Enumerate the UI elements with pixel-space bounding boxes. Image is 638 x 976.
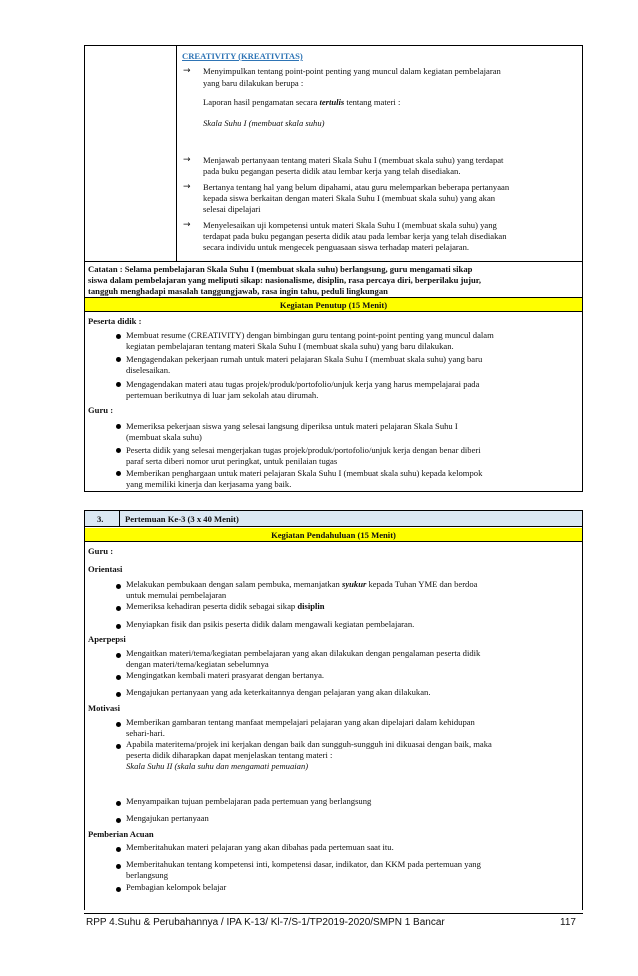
arrow-icon: → [183, 220, 191, 230]
creativity-title: CREATIVITY (KREATIVITAS) [182, 51, 303, 61]
orientasi-label: Orientasi [88, 564, 123, 574]
item-uji-line-1: Menyelesaikan uji kompetensi untuk materi Skala Suhu I (membuat skala suhu) yang [203, 220, 497, 230]
orientasi-item-1-l2: untuk memulai pembelajaran [126, 590, 227, 600]
motivasi-item-2-l1: Apabila materitema/projek ini kerjakan dengan baik dan sungguh-sungguh ini dikuasai dengan baik, maka [126, 739, 492, 749]
item-uji-line-3: secara individu untuk mengecek penguasaan siswa terhadap materi pelajaran. [203, 242, 470, 252]
orientasi-item-1-l1: Melakukan pembukaan dengan salam pembuka, memanjatkan syukur kepada Tuhan YME dan berdoa [126, 579, 478, 589]
bullet-icon [116, 864, 121, 869]
guru-item-1-l1: Memeriksa pekerjaan siswa yang selesai langsung diperiksa untuk materi pelajaran Skala Suhu I [126, 421, 458, 431]
peserta-item-2-l2: diselesaikan. [126, 365, 171, 375]
pertemuan-title: Pertemuan Ke-3 (3 x 40 Menit) [125, 514, 239, 524]
footer-rule [84, 913, 583, 914]
motivasi-item-4: Mengajukan pertanyaan [126, 813, 209, 823]
bullet-icon [116, 624, 121, 629]
orientasi-item-2: Memeriksa kehadiran peserta didik sebagai sikap disiplin [126, 601, 325, 611]
aperpepsi-item-1-l1: Mengaitkan materi/tema/kegiatan pembelajaran yang akan dilakukan dengan pengalaman peserta didik [126, 648, 481, 658]
bullet-icon [116, 334, 121, 339]
aperpepsi-item-3: Mengajukan pertanyaan yang ada keterkaitannya dengan pelajaran yang akan dilakukan. [126, 687, 431, 697]
peserta-item-3-l2: pertemuan berikutnya di luar jam sekolah atau dirumah. [126, 390, 319, 400]
motivasi-item-1-l1: Memberikan gambaran tentang manfaat mempelajari pelajaran yang akan dipelajari dalam kehidupan [126, 717, 475, 727]
catatan-line-3: tangguh menghadapi masalah tanggungjawab, rasa ingin tahu, peduli lingkungan [88, 286, 388, 296]
bullet-icon [116, 692, 121, 697]
materi-skala-suhu: Skala Suhu I (membuat skala suhu) [203, 118, 325, 128]
motivasi-item-2-l3: Skala Suhu II (skala suhu dan mengamati pemuaian) [126, 761, 309, 771]
orientasi-item-3: Menyiapkan fisik dan psikis peserta didik dalam mengawali kegiatan pembelajaran. [126, 619, 415, 629]
bullet-icon [116, 722, 121, 727]
acuan-item-2-l1: Memberitahukan tentang kompetensi inti, kompetensi dasar, indikator, dan KKM pada pertemuan yang [126, 859, 481, 869]
aperpepsi-label: Aperpepsi [88, 634, 126, 644]
acuan-item-3: Pembagian kelompok belajar [126, 882, 227, 892]
motivasi-item-1-l2: sehari-hari. [126, 728, 165, 738]
arrow-icon: → [183, 66, 191, 76]
bullet-icon [116, 448, 121, 453]
catatan-line-2: siswa dalam pembelajaran yang meliputi sikap: nasionalisme, disiplin, rasa percaya diri, berperilaku jujur, [88, 275, 481, 285]
item-1-line-1: Menyimpulkan tentang point-point penting yang muncul dalam kegiatan pembelajaran [203, 66, 501, 76]
acuan-item-2-l2: berlangsung [126, 870, 169, 880]
item-1-line-2: yang baru dilakukan berupa : [203, 78, 304, 88]
guru-label-2: Guru : [88, 546, 114, 556]
penutup-header: Kegiatan Penutup (15 Menit) [85, 298, 582, 312]
motivasi-item-3: Menyampaikan tujuan pembelajaran pada pertemuan yang berlangsung [126, 796, 372, 806]
guru-item-3-l1: Memberikan penghargaan untuk materi pelajaran Skala Suhu I (membuat skala suhu) kepada kelompok [126, 468, 483, 478]
guru-item-2-l1: Peserta didik yang selesai mengerjakan tugas projek/produk/portofolio/unjuk kerja dengan benar diberi [126, 445, 481, 455]
bullet-icon [116, 382, 121, 387]
laporan-line: Laporan hasil pengamatan secara tertulis tentang materi : [203, 97, 401, 107]
item-uji-line-2: terdapat pada buku pegangan peserta didik atau pada lembar kerja yang telah disediakan [203, 231, 507, 241]
item-bertanya-line-3: selesai dipelajari [203, 204, 261, 214]
guru-item-1-l2: (membuat skala suhu) [126, 432, 202, 442]
peserta-item-2-l1: Mengagendakan pekerjaan rumah untuk materi pelajaran Skala Suhu I (membuat skala suhu) yang baru [126, 354, 483, 364]
bullet-icon [116, 847, 121, 852]
item-bertanya-line-2: kepada siswa berkaitan dengan materi Skala Suhu I (membuat skala suhu) yang akan [203, 193, 496, 203]
page-number: 117 [560, 917, 576, 928]
item-menjawab-line-2: pada buku pegangan peserta didik atau lembar kerja yang telah disediakan. [203, 166, 461, 176]
aperpepsi-item-2: Mengingatkan kembali materi prasyarat dengan bertanya. [126, 670, 325, 680]
arrow-icon: → [183, 182, 191, 192]
motivasi-label: Motivasi [88, 703, 120, 713]
bullet-icon [116, 653, 121, 658]
arrow-icon: → [183, 155, 191, 165]
bullet-icon [116, 424, 121, 429]
peserta-label: Peserta didik : [88, 316, 142, 326]
pendahuluan-header: Kegiatan Pendahuluan (15 Menit) [85, 528, 582, 542]
bullet-icon [116, 801, 121, 806]
guru-label: Guru : [88, 405, 114, 415]
peserta-item-1-l2: kegiatan pembelajaran tentang materi Skala Suhu I (membuat skala suhu) yang baru dilakukan. [126, 341, 454, 351]
bullet-icon [116, 471, 121, 476]
bullet-icon [116, 887, 121, 892]
bullet-icon [116, 744, 121, 749]
bullet-icon [116, 357, 121, 362]
guru-item-3-l2: yang memiliki kinerja dan kerjasama yang baik. [126, 479, 292, 489]
bullet-icon [116, 675, 121, 680]
footer-text: RPP 4.Suhu & Perubahannya / IPA K-13/ Kl-7/S-1/TP2019-2020/SMPN 1 Bancar [86, 917, 445, 928]
bullet-icon [116, 606, 121, 611]
bullet-icon [116, 584, 121, 589]
peserta-item-1-l1: Membuat resume (CREATIVITY) dengan bimbingan guru tentang point-point penting yang muncul dalam [126, 330, 494, 340]
acuan-label: Pemberian Acuan [88, 829, 154, 839]
motivasi-item-2-l2: peserta didik diharapkan dapat menjelaskan tentang materi : [126, 750, 333, 760]
item-bertanya-line-1: Bertanya tentang hal yang belum dipahami, atau guru melemparkan beberapa pertanyaan [203, 182, 510, 192]
bullet-icon [116, 818, 121, 823]
guru-item-2-l2: paraf serta diberi nomor urut peringkat, untuk penilaian tugas [126, 456, 338, 466]
catatan-line-1: Catatan : Selama pembelajaran Skala Suhu I (membuat skala suhu) berlangsung, guru mengamati sikap [88, 264, 473, 274]
item-menjawab-line-1: Menjawab pertanyaan tentang materi Skala Suhu I (membuat skala suhu) yang terdapat [203, 155, 504, 165]
peserta-item-3-l1: Mengagendakan materi atau tugas projek/produk/portofolio/unjuk kerja yang harus mempelajarai pada [126, 379, 480, 389]
acuan-item-1: Memberitahukan materi pelajaran yang akan dibahas pada pertemuan saat itu. [126, 842, 394, 852]
aperpepsi-item-1-l2: dengan materi/tema/kegiatan sebelumnya [126, 659, 269, 669]
pertemuan-number: 3. [97, 514, 104, 524]
